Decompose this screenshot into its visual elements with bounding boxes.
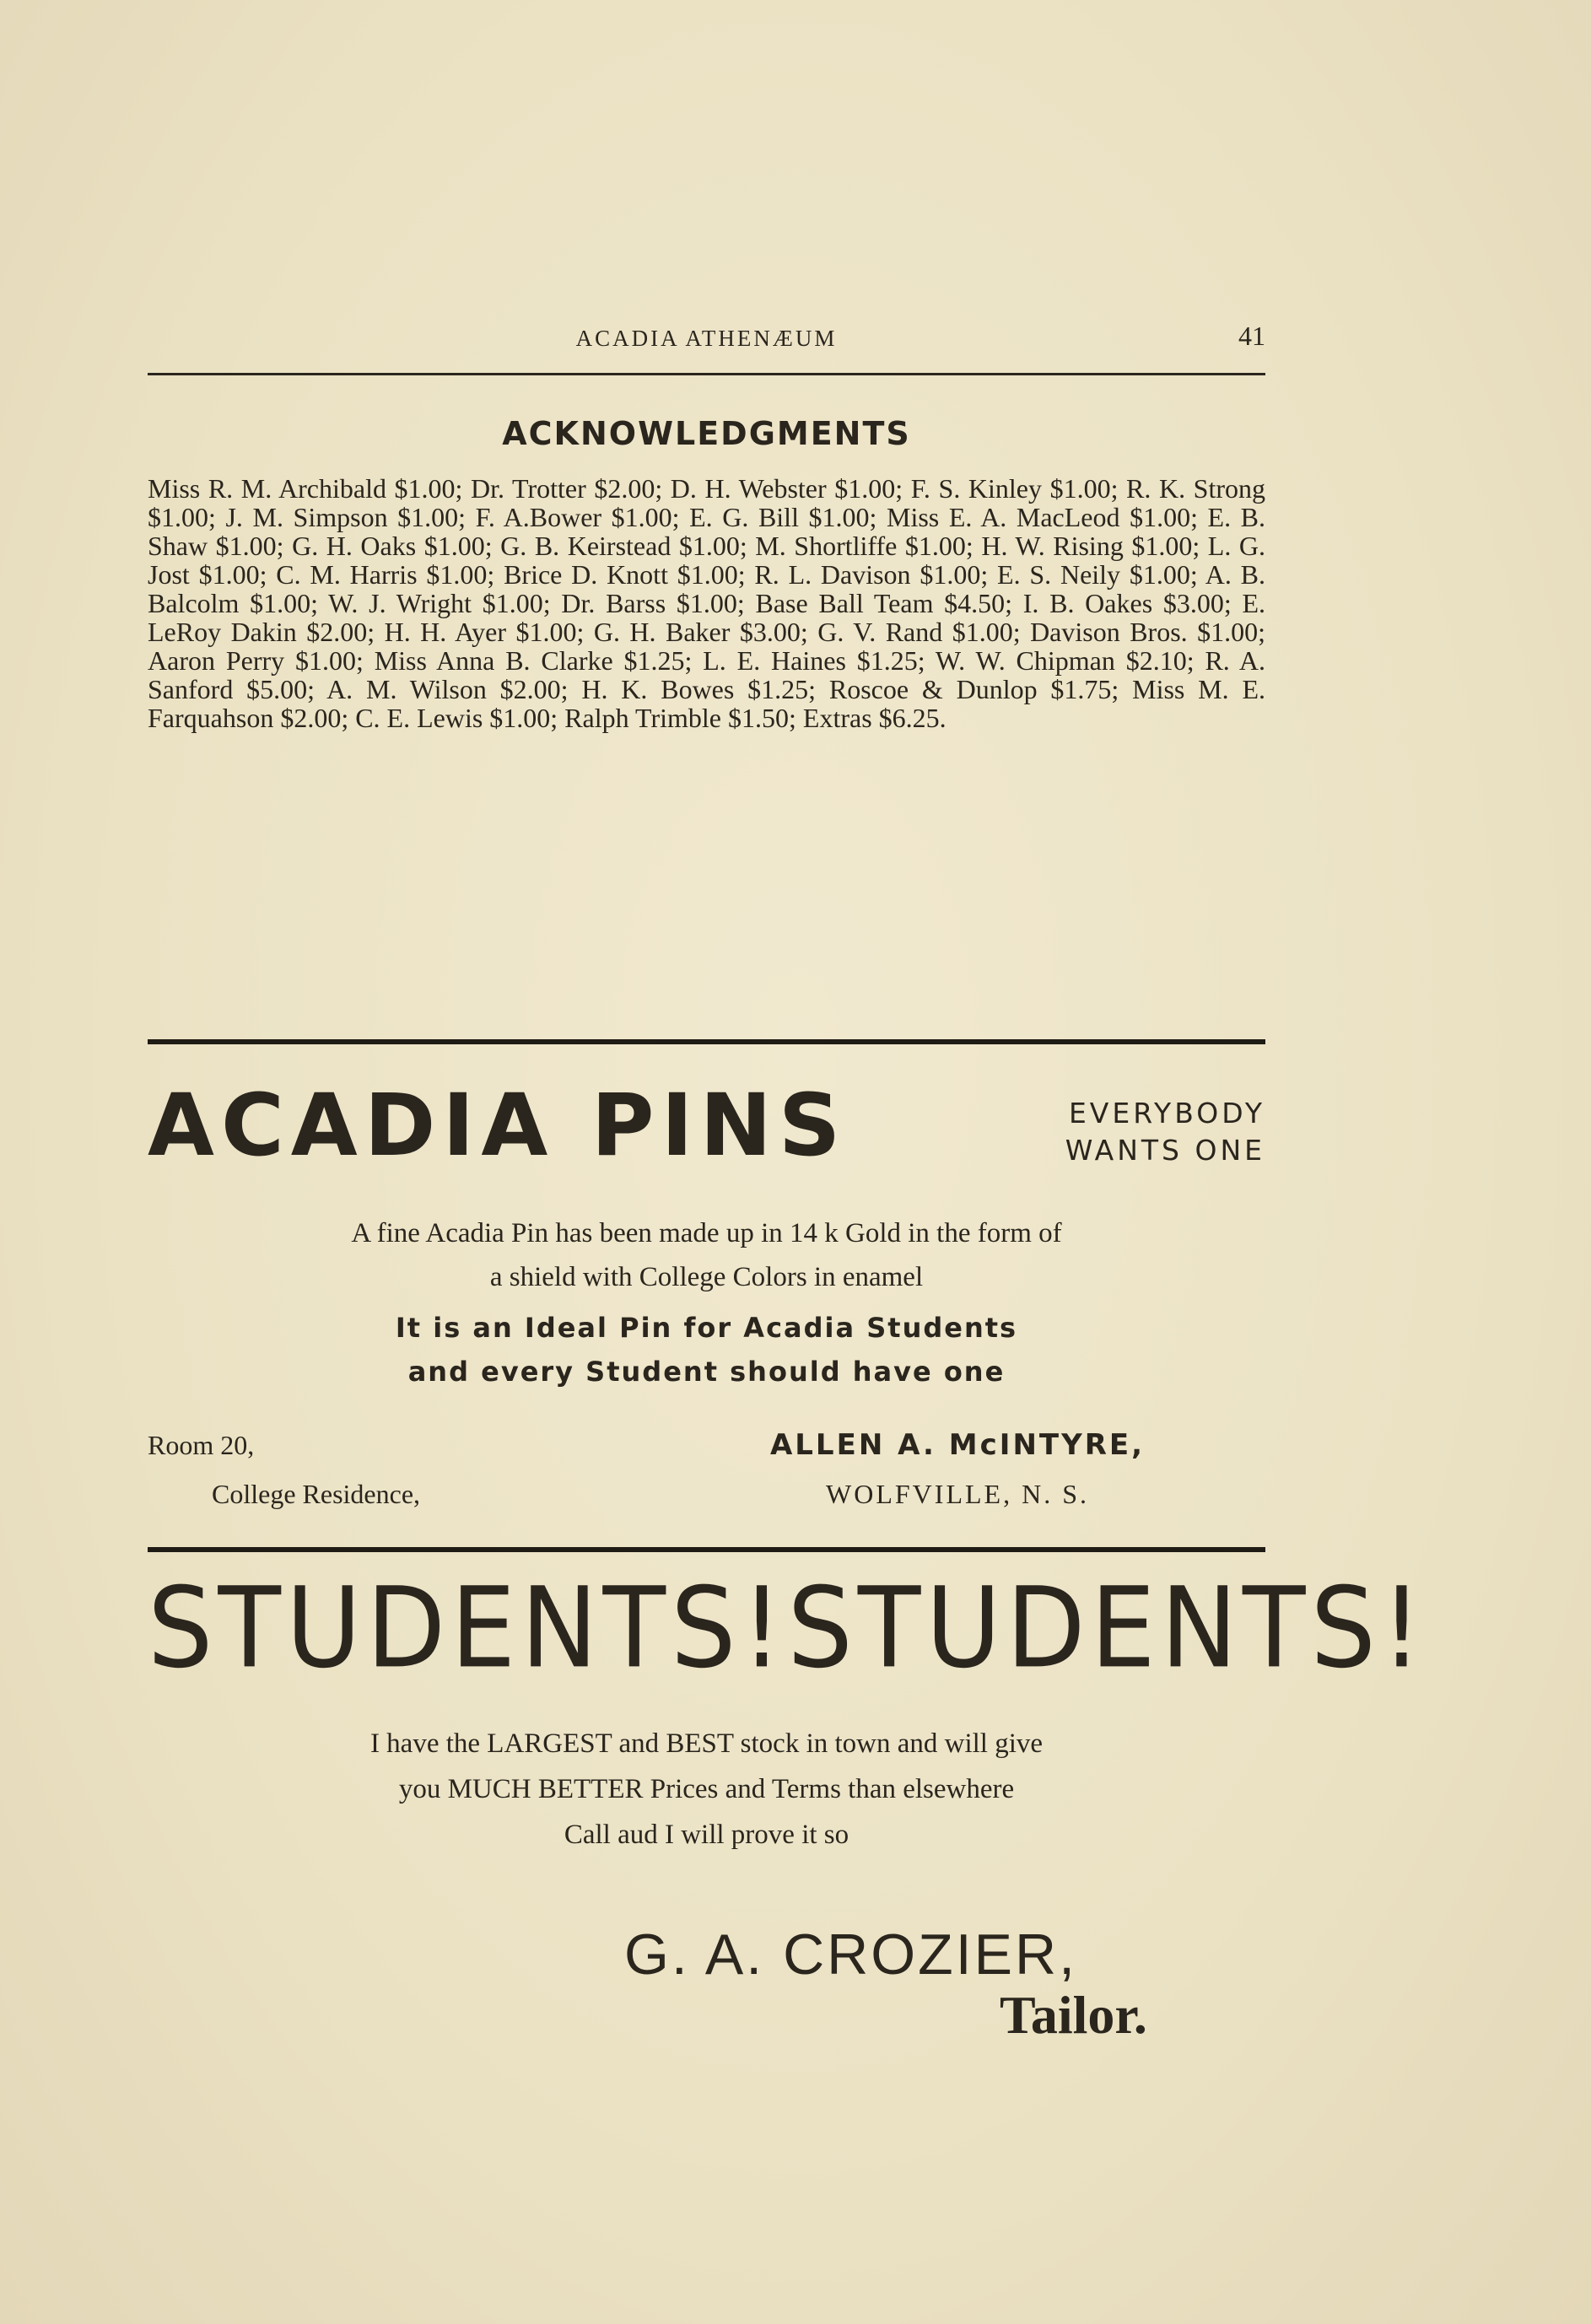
pins-room: Room 20,	[148, 1430, 255, 1460]
tailor-ad-headline	[148, 1563, 1427, 1693]
pins-ideal-line-1: It is an Ideal Pin for Acadia Students	[395, 1312, 1018, 1344]
tailor-line-1: I have the LARGEST and BEST stock in town and will give	[369, 1728, 1044, 1759]
pins-ad-room-address	[148, 1421, 420, 1518]
pins-ad-tagline	[148, 1306, 1265, 1394]
pins-desc-line-1: A fine Acadia Pin has been made up in 14 k Gold in the form of	[351, 1218, 1062, 1248]
pins-ad-slogan	[1065, 1095, 1265, 1169]
page-header	[148, 321, 1265, 371]
section-divider-top	[148, 1039, 1265, 1044]
pins-seller-town: WOLFVILLE, N. S.	[826, 1479, 1089, 1509]
tailor-line-2: you MUCH BETTER Prices and Terms than elsewhere	[398, 1774, 1015, 1804]
running-head: ACADIA ATHENÆUM	[575, 326, 838, 351]
tailor-ad-body	[148, 1721, 1265, 1858]
pins-ad-seller	[650, 1421, 1265, 1518]
tailor-line-3: Call aud I will prove it so	[564, 1820, 849, 1850]
acknowledgments-title: ACKNOWLEDGMENTS	[502, 415, 911, 452]
page-number: 41	[1238, 321, 1265, 351]
tailor-trade: Tailor.	[1000, 1985, 1147, 2045]
pins-slogan-line-2: WANTS ONE	[1065, 1134, 1265, 1167]
pins-seller-name: ALLEN A. McINTYRE,	[769, 1428, 1146, 1462]
tailor-name: G. A. CROZIER,	[624, 1922, 1077, 1987]
tailor-headline-right: STUDENTS!	[787, 1563, 1427, 1693]
pins-slogan-line-1: EVERYBODY	[1068, 1097, 1265, 1130]
pins-ad-description	[148, 1211, 1265, 1299]
pins-ideal-line-2: and every Student should have one	[407, 1356, 1006, 1388]
section-divider-bottom	[148, 1547, 1265, 1552]
header-rule	[148, 373, 1265, 375]
tailor-headline-left: STUDENTS!	[148, 1563, 788, 1693]
acknowledgments-text: Miss R. M. Archibald $1.00; Dr. Trotter $2.00; D. H. Webster $1.00; F. S. Kinley $1.00; R. K. Strong $1.00; J. M. Simpson $1.00; F. A.Bower $1.00; E. G. Bill $1.00; Miss E. A. MacLeod $1.00; E. B. Shaw $1.00; G. H. Oaks $1.00; G. B. Keirstead $1.00; M. Shortliffe $1.00; H. W. Rising $1.00; L. G. Jost $1.00; C. M. Harris $1.00; Brice D. Knott $1.00; R. L. Davison $1.00; E. S. Neily $1.00; A. B. Balcolm $1.00; W. J. Wright $1.00; Dr. Barss $1.00; Base Ball Team $4.50; I. B. Oakes $3.00; E. LeRoy Dakin $2.00; H. H. Ayer $1.00; G. H. Baker $3.00; G. V. Rand $1.00; Davison Bros. $1.00; Aaron Perry $1.00; Miss Anna B. Clarke $1.25; L. E. Haines $1.25; W. W. Chipman $2.10; R. A. Sanford $5.00; A. M. Wilson $2.00; H. K. Bowes $1.25; Roscoe & Dunlop $1.75; Miss M. E. Farquahson $2.00; C. E. Lewis $1.00; Ralph Trimble $1.50; Extras $6.25.	[148, 473, 1265, 733]
pins-desc-line-2: a shield with College Colors in enamel	[489, 1262, 924, 1292]
pins-ad-title: ACADIA PINS	[148, 1076, 848, 1176]
pins-residence: College Residence,	[212, 1479, 421, 1509]
